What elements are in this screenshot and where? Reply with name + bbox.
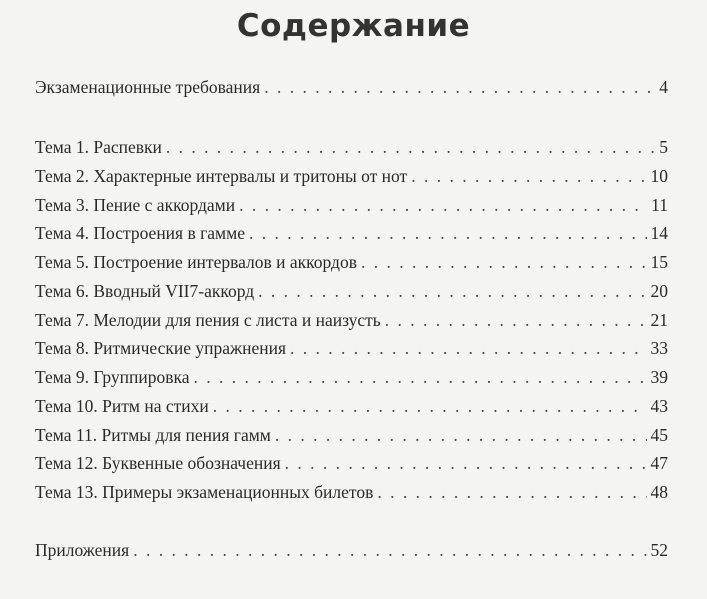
dot-leader bbox=[411, 165, 646, 187]
toc-entry-topic-5[interactable] bbox=[35, 251, 668, 273]
toc-entry-label: Тема 11. Ритмы для пения гамм bbox=[35, 424, 271, 445]
toc-entry-page: 10 bbox=[650, 165, 668, 186]
dot-leader bbox=[361, 251, 647, 273]
dot-leader bbox=[377, 481, 646, 503]
dot-leader bbox=[133, 539, 646, 561]
toc-entry-topic-2[interactable] bbox=[35, 165, 668, 187]
toc-entry-topic-3[interactable] bbox=[35, 194, 668, 216]
toc-entry-label: Приложения bbox=[35, 540, 130, 560]
toc-entry-label: Тема 12. Буквенные обозначения bbox=[35, 453, 281, 474]
dot-leader bbox=[194, 366, 647, 388]
toc-entry-page: 14 bbox=[650, 223, 668, 244]
toc-entry-label: Тема 7. Мелодии для пения с листа и наизусть bbox=[35, 309, 381, 330]
toc-entry-label: Тема 9. Группировка bbox=[35, 367, 190, 387]
dot-leader bbox=[249, 222, 647, 244]
toc-entry-label: Тема 4. Построения в гамме bbox=[35, 223, 245, 244]
toc-entry-label: Тема 5. Построение интервалов и аккордов bbox=[35, 252, 357, 272]
dot-leader bbox=[258, 280, 646, 302]
dot-leader bbox=[285, 452, 647, 474]
toc-entry-page: 20 bbox=[650, 280, 668, 301]
dot-leader bbox=[290, 337, 647, 359]
dot-leader bbox=[213, 395, 647, 417]
toc-entry-topic-1[interactable] bbox=[35, 136, 668, 158]
page-title: Содержание bbox=[236, 8, 471, 44]
toc-entry-topic-8[interactable] bbox=[35, 337, 668, 359]
toc-entry-intro[interactable] bbox=[35, 76, 668, 98]
toc-entry-topic-10[interactable] bbox=[35, 395, 668, 417]
toc-entry-topic-7[interactable] bbox=[35, 309, 668, 331]
toc-entry-label: Тема 10. Ритм на стихи bbox=[35, 395, 209, 416]
dot-leader bbox=[239, 194, 647, 216]
toc-entry-label: Тема 3. Пение с аккордами bbox=[35, 194, 236, 215]
toc-entry-label: Тема 6. Вводный VII7-аккорд bbox=[35, 280, 255, 301]
dot-leader bbox=[385, 309, 647, 331]
toc-entry-topic-6[interactable] bbox=[35, 280, 668, 302]
toc-entry-page: 33 bbox=[650, 338, 668, 359]
toc-entry-label: Экзаменационные требования bbox=[35, 77, 261, 97]
toc-entry-label: Тема 13. Примеры экзаменационных билетов bbox=[35, 482, 374, 502]
toc-entry-label: Тема 8. Ритмические упражнения bbox=[35, 338, 286, 359]
dot-leader bbox=[264, 76, 655, 98]
dot-leader bbox=[166, 136, 655, 158]
toc-entry-topic-12[interactable] bbox=[35, 452, 668, 474]
toc-entry-page: 11 bbox=[651, 194, 668, 215]
toc-entry-page: 21 bbox=[650, 309, 668, 330]
toc-entry-page: 15 bbox=[650, 252, 668, 272]
toc-entry-page: 5 bbox=[659, 137, 668, 157]
toc-entry-label: Тема 2. Характерные интервалы и тритоны от нот bbox=[35, 165, 408, 186]
toc-entry-page: 45 bbox=[650, 424, 668, 445]
toc-entry-page: 43 bbox=[650, 395, 668, 416]
toc-entry-topic-9[interactable] bbox=[35, 366, 668, 388]
toc-entry-topic-11[interactable] bbox=[35, 424, 668, 446]
toc-entry-page: 4 bbox=[659, 77, 668, 97]
toc-entry-page: 47 bbox=[650, 453, 668, 474]
toc-entry-page: 39 bbox=[650, 367, 668, 387]
toc-entry-topic-13[interactable] bbox=[35, 481, 668, 503]
toc-entry-appendix[interactable] bbox=[35, 539, 668, 561]
toc-entry-page: 52 bbox=[650, 540, 668, 560]
toc-entry-page: 48 bbox=[650, 482, 668, 502]
toc-entry-topic-4[interactable] bbox=[35, 222, 668, 244]
dot-leader bbox=[275, 424, 647, 446]
toc-entry-label: Тема 1. Распевки bbox=[35, 137, 162, 157]
